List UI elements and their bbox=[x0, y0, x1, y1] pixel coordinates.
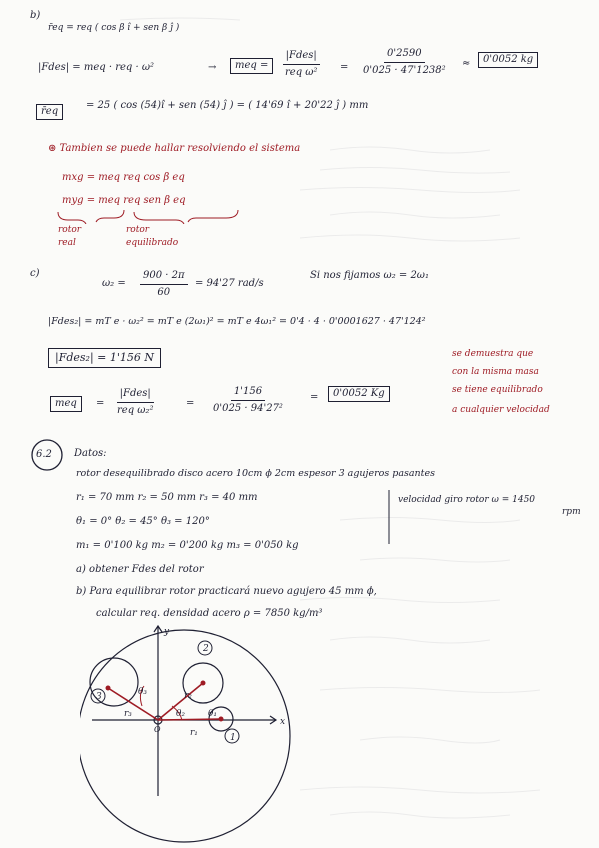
system-equation-2: myg = meq req sen β eq bbox=[62, 195, 186, 206]
meq-c-value-denominator: 0'025 · 94'27² bbox=[213, 403, 283, 414]
req-vector-expression: = 25 ( cos (54)î + sen (54) ĵ ) = ( 14'69 î + 20'22 ĵ ) mm bbox=[86, 100, 369, 111]
rotor-balanced-label-2: equilibrado bbox=[126, 238, 179, 248]
force2-boxed-result: |Fdes₂| = 1'156 N bbox=[48, 348, 161, 368]
question-b-continued: calcular req. densidad acero ρ = 7850 kg/m³ bbox=[96, 608, 323, 619]
meq-result-box: 0'0052 kg bbox=[478, 52, 538, 68]
omega2-label: ω₂ = bbox=[102, 278, 126, 289]
omega2-denominator: 60 bbox=[157, 287, 171, 298]
meq-fraction-numerator: |Fdes| bbox=[283, 50, 320, 65]
meq-c-value-numerator: 1'156 bbox=[231, 386, 265, 401]
meq-c-value-fraction bbox=[210, 386, 286, 415]
meq-value-denominator: 0'025 · 47'1238² bbox=[363, 65, 446, 76]
req-vector-label: r̄eq bbox=[36, 104, 63, 120]
rotation-speed: velocidad giro rotor ω = 1450 bbox=[398, 495, 536, 505]
radii-data: r₁ = 70 mm r₂ = 50 mm r₃ = 40 mm bbox=[76, 492, 258, 503]
conclusion-note-2: con la misma masa bbox=[452, 367, 539, 377]
r3-label: r₃ bbox=[124, 709, 132, 719]
implies-arrow: → bbox=[208, 62, 217, 73]
alternative-method-note: ⊛ Tambien se puede hallar resolviendo el sistema bbox=[48, 143, 301, 154]
req-definition: r̄eq = req ( cos β î + sen β ĵ ) bbox=[48, 23, 180, 33]
rotor-balanced-label-1: rotor bbox=[126, 225, 150, 235]
r1-label: r₁ bbox=[190, 728, 198, 738]
meq-c-equals-3: = bbox=[310, 392, 319, 403]
conclusion-note-3: se tiene equilibrado bbox=[452, 385, 543, 395]
rotor-disk-outline bbox=[80, 630, 290, 842]
hole-2-center bbox=[201, 681, 206, 686]
r1-vector bbox=[158, 719, 221, 720]
r2-label: r₂ bbox=[184, 691, 192, 701]
hole-1-tag: 1 bbox=[230, 733, 236, 743]
conclusion-note-4: a cualquier velocidad bbox=[452, 405, 550, 415]
hole-3-tag: 3 bbox=[96, 692, 102, 702]
underbrace-marks bbox=[56, 208, 246, 224]
meq-c-equals-1: = bbox=[96, 398, 105, 409]
meq-c-label: meq bbox=[50, 396, 82, 412]
theta3-label: θ₃ bbox=[138, 687, 148, 697]
meq-fraction bbox=[282, 50, 320, 79]
meq-equals: = bbox=[340, 62, 349, 73]
x-axis-label: x bbox=[280, 717, 286, 727]
origin-label: O bbox=[154, 725, 161, 734]
problem-number: 6.2 bbox=[36, 449, 52, 460]
omega2-fraction bbox=[140, 270, 188, 299]
datos-heading: Datos: bbox=[74, 448, 107, 459]
approx-sign: ≈ bbox=[462, 58, 471, 69]
part-c-label: c) bbox=[30, 268, 40, 279]
question-b: b) Para equilibrar rotor practicará nuevo agujero 45 mm ϕ, bbox=[76, 586, 377, 597]
meq-c-denominator: req ω₂² bbox=[117, 405, 154, 416]
meq-c-fraction bbox=[114, 388, 156, 417]
theta2-label: θ₂ bbox=[176, 709, 186, 719]
part-b-label: b) bbox=[30, 10, 41, 21]
meq-value-numerator: 0'2590 bbox=[384, 48, 425, 63]
omega-relation: Si nos fijamos ω₂ = 2ω₁ bbox=[310, 270, 429, 281]
meq-boxed-label: meq = bbox=[230, 58, 273, 74]
rotor-description: rotor desequilibrado disco acero 10cm ϕ 2cm espesor 3 agujeros pasantes bbox=[76, 468, 435, 479]
rotor-real-label-2: real bbox=[58, 238, 76, 248]
angles-data: θ₁ = 0° θ₂ = 45° θ₃ = 120° bbox=[76, 516, 210, 527]
meq-c-equals-2: = bbox=[186, 398, 195, 409]
theta1-label: θ₁ bbox=[208, 709, 218, 719]
meq-c-numerator: |Fdes| bbox=[117, 388, 154, 403]
hole-2-tag: 2 bbox=[203, 644, 209, 654]
hole-1-center bbox=[219, 717, 224, 722]
rotor-real-label-1: rotor bbox=[58, 225, 82, 235]
rotation-speed-unit: rpm bbox=[562, 507, 581, 517]
question-a: a) obtener Fdes del rotor bbox=[76, 564, 204, 575]
meq-value-fraction bbox=[360, 48, 449, 77]
data-brace bbox=[384, 488, 394, 548]
system-equation-1: mxg = meq req cos β eq bbox=[62, 172, 185, 183]
rotor-diagram bbox=[80, 620, 300, 846]
meq-c-result-box: 0'0052 Kg bbox=[328, 386, 390, 402]
conclusion-note-1: se demuestra que bbox=[452, 349, 534, 359]
masses-data: m₁ = 0'100 kg m₂ = 0'200 kg m₃ = 0'050 kg bbox=[76, 540, 299, 551]
omega2-numerator: 900 · 2π bbox=[140, 270, 188, 285]
meq-fraction-denominator: req ω² bbox=[285, 67, 318, 78]
force2-expression: |Fdes₂| = mT e · ω₂² = mT e (2ω₁)² = mT e 4ω₁² = 0'4 · 4 · 0'0001627 · 47'124² bbox=[48, 316, 426, 327]
omega2-value: = 94'27 rad/s bbox=[195, 278, 264, 289]
y-axis-label: y bbox=[164, 627, 170, 637]
hole-3-center bbox=[106, 686, 111, 691]
force-expression: |Fdes| = meq · req · ω² bbox=[38, 62, 155, 73]
r3-vector bbox=[108, 688, 158, 720]
